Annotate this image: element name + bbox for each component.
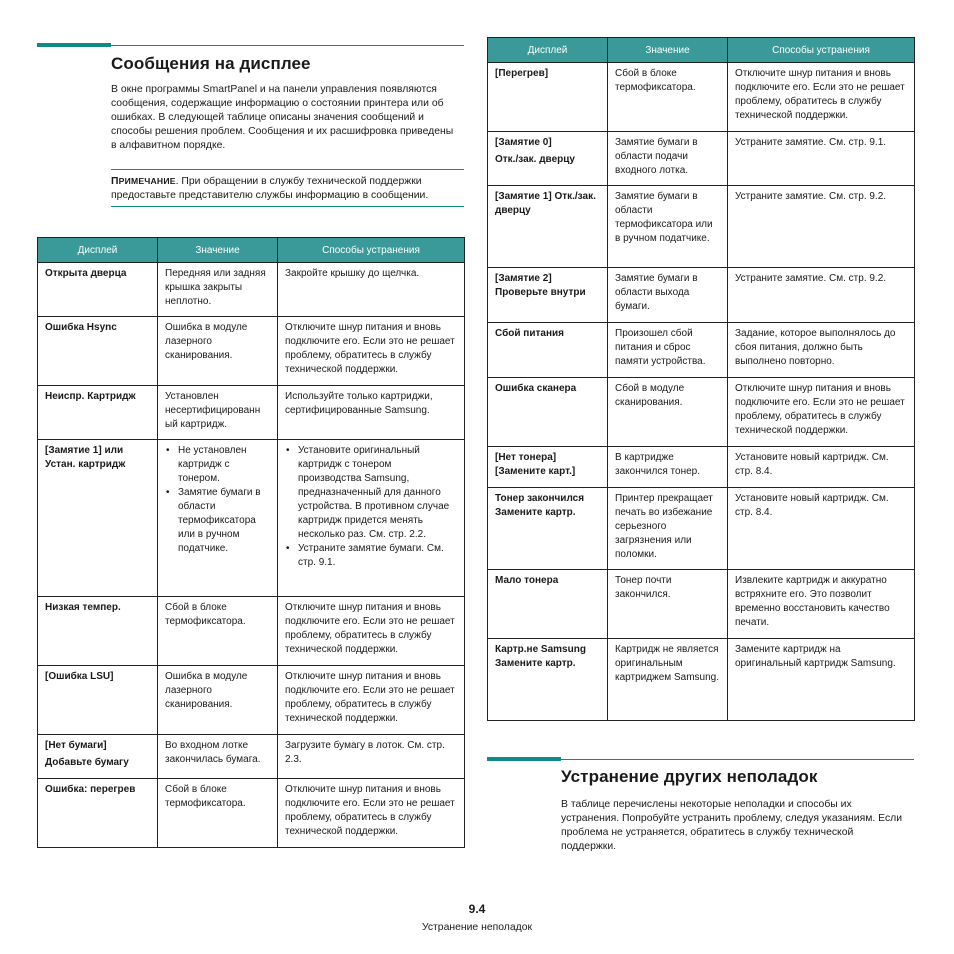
display-cell <box>38 735 158 779</box>
table-row <box>38 666 465 735</box>
meaning-cell: Во входном лотке закончилась бумага. <box>158 735 278 779</box>
display-cell: Ошибка: перегрев <box>38 779 158 848</box>
solution-cell: Устраните замятие. См. стр. 9.2. <box>728 186 915 268</box>
table-row <box>488 323 915 378</box>
table-header-row <box>38 238 465 263</box>
note-text: . При обращении в службу технической поддержки предоставьте представителю службы информацию в сообщении. <box>111 176 429 201</box>
meaning-cell: Тонер почти закончился. <box>608 570 728 639</box>
meaning-cell: Картридж не является оригинальным картриджем Samsung. <box>608 639 728 721</box>
display-cell: [Перегрев] <box>488 63 608 132</box>
meaning-cell: Передняя или задняя крышка закрыты неплотно. <box>158 263 278 317</box>
meaning-cell: Установлен несертифицированн ый картридж. <box>158 386 278 440</box>
table-row <box>488 63 915 132</box>
table-row <box>38 263 465 317</box>
solution-cell: Закройте крышку до щелчка. <box>278 263 465 317</box>
list-item: • Не установлен картридж с тонером. <box>178 444 270 486</box>
meaning-cell <box>158 440 278 597</box>
display-cell: [Нет тонера] [Замените карт.] <box>488 447 608 488</box>
meaning-cell: Замятие бумаги в области термофиксатора или в ручном податчике. <box>608 186 728 268</box>
solution-cell: Отключите шнур питания и вновь подключите его. Если это не решает проблему, обратитесь в службу технической поддержки. <box>278 666 465 735</box>
table-row <box>488 570 915 639</box>
display-cell <box>488 132 608 186</box>
solution-cell: Извлеките картридж и аккуратно встряхните его. Это позволит временно восстановить качество печати. <box>728 570 915 639</box>
display-line: [Замятие 0] <box>495 137 552 148</box>
meaning-cell: Сбой в модуле сканирования. <box>608 378 728 447</box>
section-intro: В таблице перечислены некоторые неполадки и способы их устранения. Попробуйте устранить проблему, следуя указаниям. Если проблема не устраняется, обратитесь в службу технической поддержки. <box>561 799 903 852</box>
display-cell: [Замятие 1] или Устан. картридж <box>38 440 158 597</box>
display-cell: Неиспр. Картридж <box>38 386 158 440</box>
meaning-list <box>165 444 270 556</box>
table-row <box>38 317 465 386</box>
display-cell: [Ошибка LSU] <box>38 666 158 735</box>
section-rule <box>111 45 464 46</box>
section-rule <box>561 759 914 760</box>
messages-table-left <box>37 237 465 848</box>
table-row <box>38 735 465 779</box>
chapter-name: Устранение неполадок <box>421 922 533 933</box>
section-intro: В окне программы SmartPanel и на панели управления появляются сообщения, содержащие информацию о состоянии принтера или об ошибках. В следующей таблице описаны значения сообщений и способы решения проблем. Сообщения и их расшифровка приведены в алфавитном порядке. <box>111 84 454 151</box>
solution-cell <box>278 440 465 597</box>
solution-cell: Загрузите бумагу в лоток. См. стр. 2.3. <box>278 735 465 779</box>
meaning-cell: Ошибка в модуле лазерного сканирования. <box>158 666 278 735</box>
solution-cell: Отключите шнур питания и вновь подключите его. Если это не решает проблему, обратитесь в службу технической поддержки. <box>728 378 915 447</box>
section-rule-accent <box>487 757 561 761</box>
display-cell: Тонер закончился Замените картр. <box>488 488 608 570</box>
note <box>111 174 461 203</box>
meaning-cell: Сбой в блоке термофиксатора. <box>158 779 278 848</box>
list-item: • Замятие бумаги в области термофиксатора или в ручном податчике. <box>178 486 270 556</box>
solution-cell: Отключите шнур питания и вновь подключите его. Если это не решает проблему, обратитесь в службу технической поддержки. <box>728 63 915 132</box>
display-cell: [Замятие 2] Проверьте внутри <box>488 268 608 323</box>
header-meaning: Значение <box>608 38 728 63</box>
solution-cell: Используйте только картриджи, сертифицированные Samsung. <box>278 386 465 440</box>
meaning-cell: Сбой в блоке термофиксатора. <box>608 63 728 132</box>
header-solution: Способы устранения <box>278 238 465 263</box>
table-header-row <box>488 38 915 63</box>
solution-list <box>285 444 457 570</box>
page-number: 9.4 <box>468 902 486 916</box>
note-bottom-rule <box>111 206 464 207</box>
table-row <box>488 186 915 268</box>
solution-cell: Устраните замятие. См. стр. 9.1. <box>728 132 915 186</box>
display-line: Добавьте бумагу <box>45 757 129 768</box>
meaning-cell: Замятие бумаги в области выхода бумаги. <box>608 268 728 323</box>
table-row <box>38 597 465 666</box>
display-cell: Сбой питания <box>488 323 608 378</box>
solution-cell: Отключите шнур питания и вновь подключите его. Если это не решает проблему, обратитесь в службу технической поддержки. <box>278 597 465 666</box>
display-cell: Ошибка Hsync <box>38 317 158 386</box>
meaning-cell: Сбой в блоке термофиксатора. <box>158 597 278 666</box>
table-row <box>488 447 915 488</box>
display-cell: Низкая темпер. <box>38 597 158 666</box>
solution-cell: Замените картридж на оригинальный картридж Samsung. <box>728 639 915 721</box>
display-cell: Ошибка сканера <box>488 378 608 447</box>
display-line: Отк./зак. дверцу <box>495 154 575 165</box>
solution-cell: Устраните замятие. См. стр. 9.2. <box>728 268 915 323</box>
display-cell: Мало тонера <box>488 570 608 639</box>
solution-cell: Задание, которое выполнялось до сбоя питания, должно быть выполнено повторно. <box>728 323 915 378</box>
display-cell: [Замятие 1] Отк./зак. дверцу <box>488 186 608 268</box>
solution-cell: Установите новый картридж. См. стр. 8.4. <box>728 488 915 570</box>
header-meaning: Значение <box>158 238 278 263</box>
display-cell: Открыта дверца <box>38 263 158 317</box>
note-top-rule <box>111 169 464 170</box>
header-display: Дисплей <box>38 238 158 263</box>
section-rule-accent <box>37 43 111 47</box>
table-row <box>488 488 915 570</box>
table-row <box>38 779 465 848</box>
section-title-display-messages: Сообщения на дисплее <box>111 54 311 73</box>
table-row <box>488 378 915 447</box>
table-row <box>38 440 465 597</box>
solution-cell: Установите новый картридж. См. стр. 8.4. <box>728 447 915 488</box>
list-item: • Устраните замятие бумаги. См. стр. 9.1. <box>298 542 457 570</box>
meaning-cell: Замятие бумаги в области подачи входного лотка. <box>608 132 728 186</box>
table-row <box>488 268 915 323</box>
section-title-other-problems: Устранение других неполадок <box>561 767 818 786</box>
table-row <box>488 639 915 721</box>
meaning-cell: Произошел сбой питания и сброс памяти устройства. <box>608 323 728 378</box>
display-line: [Нет бумаги] <box>45 740 107 751</box>
display-cell: Картр.не Samsung Замените картр. <box>488 639 608 721</box>
meaning-cell: Принтер прекращает печать во избежание серьезного загрязнения или поломки. <box>608 488 728 570</box>
table-row <box>38 386 465 440</box>
header-solution: Способы устранения <box>728 38 915 63</box>
note-label: ПРИМЕЧАНИЕ <box>111 176 176 187</box>
solution-cell: Отключите шнур питания и вновь подключите его. Если это не решает проблему, обратитесь в службу технической поддержки. <box>278 779 465 848</box>
list-item: • Установите оригинальный картридж с тонером производства Samsung, предназначенный для данного устройства. В противном случае картридж придется менять несколько раз. См. стр. 2.2. <box>298 444 457 542</box>
solution-cell: Отключите шнур питания и вновь подключите его. Если это не решает проблему, обратитесь в службу технической поддержки. <box>278 317 465 386</box>
meaning-cell: Ошибка в модуле лазерного сканирования. <box>158 317 278 386</box>
meaning-cell: В картридже закончился тонер. <box>608 447 728 488</box>
messages-table-right <box>487 37 915 721</box>
header-display: Дисплей <box>488 38 608 63</box>
table-row <box>488 132 915 186</box>
